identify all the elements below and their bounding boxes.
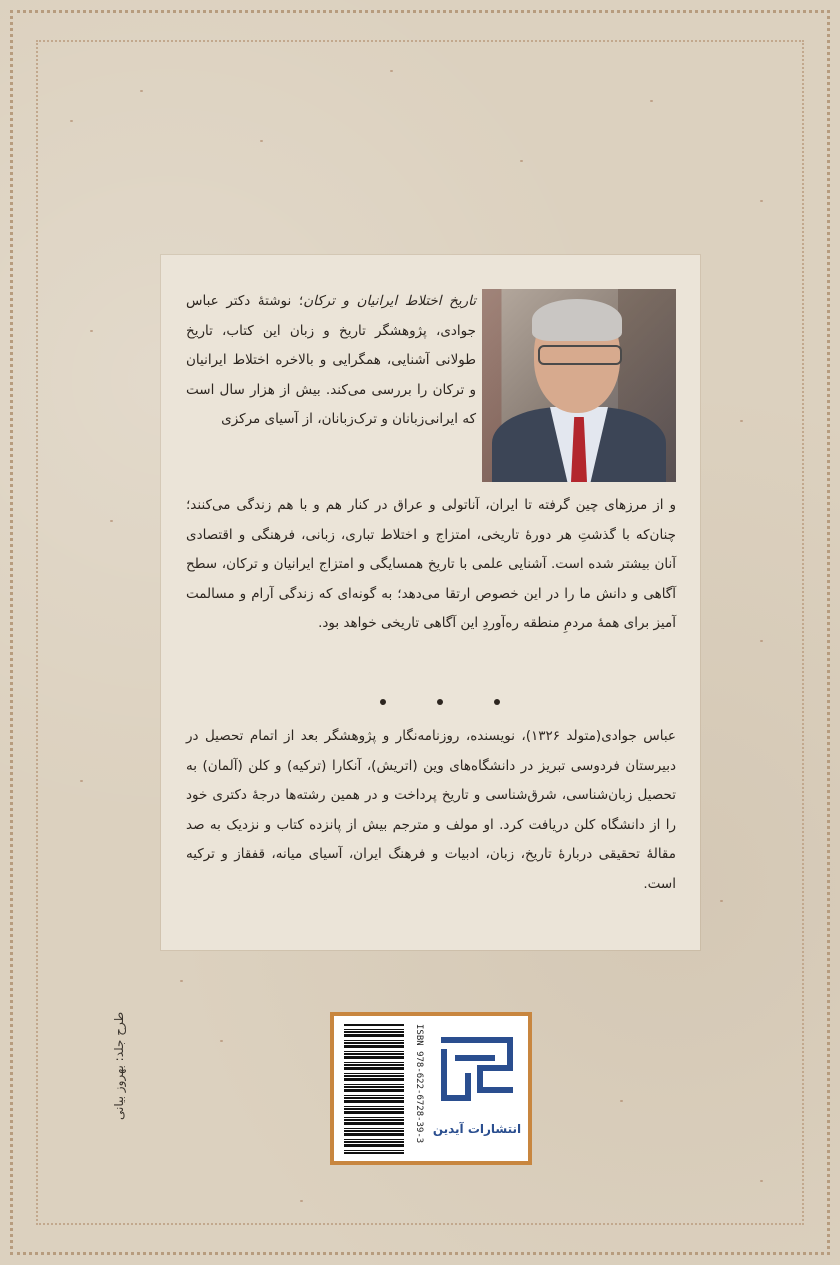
author-bio: عباس جوادی(متولد ۱۳۲۶)، نویسنده، روزنامه‌نگار و پژوهشگر بعد از اتمام تحصیل در دبیرستان فردوسی تبریز در دانشگاه‌های وین (اتریش)، آنکارا (ترکیه) و کلن (آلمان) به تحصیل زبان‌شناسی، شرق‌شناسی و تاریخ پرداخت و در همین رشته‌ها درجهٔ دکتری خود را از دانشگاه کلن دریافت کرد. او مولف و مترجم بیش از پانزده کتاب و نزدیک به صد مقالهٔ تحقیقی دربارهٔ تاریخ، زبان، ادبیات و فرهنگ ایران، آسیای میانه، قفقاز و ترکیه است. xyxy=(186,728,676,892)
book-title: تاریخ اختلاط ایرانیان و ترکان xyxy=(303,293,477,309)
publisher-box xyxy=(330,1012,532,1165)
separator-dot xyxy=(380,699,386,705)
publisher-name: انتشارات آیدین xyxy=(432,1122,522,1136)
photo-hair xyxy=(532,299,622,341)
separator-dot xyxy=(494,699,500,705)
isbn-text: ISBN 978-622-6728-39-3 xyxy=(414,1024,424,1144)
separator-dot xyxy=(437,699,443,705)
summary-body: و از مرزهای چین گرفته تا ایران، آناتولی و عراق در کنار هم و با هم زندگی می‌کنند؛ چنان‌که با گذشتِ هر دورهٔ تاریخی، امتزاج و اختلاط تباری، زبانی، فرهنگی و اقتصادی آنان بیشتر شده است. آشنایی علمی با تاریخ همسایگی و امتزاج ایرانیان و ترکان، سطح آگاهی و دانش ما را در این خصوص ارتقا می‌دهد؛ به گونه‌ای که زندگی آرام و مسالمت آمیز برای همهٔ مردمِ منطقه ره‌آوردِ این آگاهی تاریخی خواهد بود. xyxy=(186,497,676,631)
summary-intro xyxy=(186,287,476,435)
section-separator xyxy=(380,692,500,712)
photo-glasses xyxy=(538,345,622,365)
summary-intro-lead: ؛ نوشتهٔ دکتر عباس جوادی، پژوهشگر تاریخ و زبان این کتاب، تاریخ طولانی آشنایی، همگرایی و بالاخره اختلاط ایرانیان و ترکان را بررسی می‌کند. بیش از هزار سال است که ایرانی‌زبانان و ترک‌زبانان، از آسیای مرکزی xyxy=(186,293,476,427)
author-photo xyxy=(482,289,676,482)
cover-design-credit: طرح جلد: بهروز بیانی xyxy=(112,1012,126,1121)
publisher-logo-icon xyxy=(432,1028,522,1118)
barcode xyxy=(344,1024,404,1154)
